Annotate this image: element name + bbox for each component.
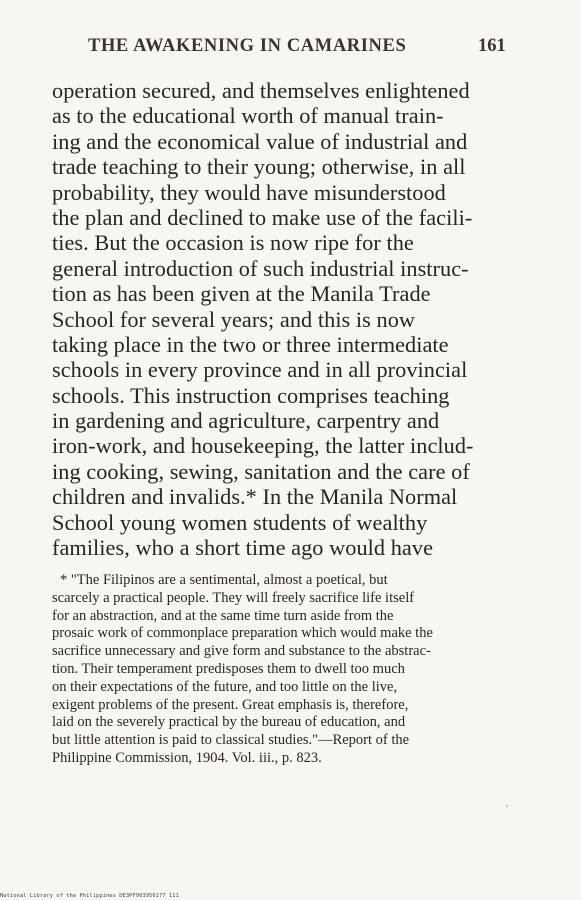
body-line-8: general introduction of such industrial instruc- <box>52 255 469 281</box>
body-line-6: the plan and declined to make use of the facili- <box>52 204 473 230</box>
body-line-16: ing cooking, sewing, sanitation and the care of <box>52 458 470 484</box>
footnote-line-8: exigent problems of the present. Great emphasis is, therefore, <box>52 696 409 713</box>
footnote-line-3: for an abstraction, and at the same time turn aside from the <box>52 607 394 624</box>
footnote-line-1: * "The Filipinos are a sentimental, almost a poetical, but <box>60 572 388 588</box>
body-line-5: probability, they would have misunderstood <box>52 179 446 205</box>
footnote-line-6: tion. Their temperament predisposes them to dwell too much <box>52 660 405 677</box>
footnote-line-11: Philippine Commission, 1904. Vol. iii., p. 823. <box>52 749 322 766</box>
body-line-2: as to the educational worth of manual train- <box>52 103 444 129</box>
body-line-15: iron-work, and housekeeping, the latter includ- <box>52 433 474 459</box>
body-line-17: children and invalids.* In the Manila Normal <box>52 484 458 510</box>
body-line-9: tion as has been given at the Manila Trade <box>52 281 431 307</box>
running-title: THE AWAKENING IN CAMARINES <box>88 36 407 56</box>
body-line-18: School young women students of wealthy <box>52 509 428 535</box>
body-line-11: taking place in the two or three intermediate <box>52 331 449 357</box>
footnote-line-2: scarcely a practical people. They will freely sacrifice life itself <box>52 589 415 606</box>
running-head <box>0 36 581 64</box>
body-line-14: in gardening and agriculture, carpentry and <box>52 408 440 434</box>
body-line-13: schools. This instruction comprises teaching <box>52 382 450 408</box>
body-line-12: schools in every province and in all provincial <box>52 357 468 383</box>
body-line-7: ties. But the occasion is now ripe for the <box>52 230 414 256</box>
paper-speck <box>506 805 508 807</box>
body-line-3: ing and the economical value of industrial and <box>52 128 468 154</box>
page-number: 161 <box>478 36 506 56</box>
footnote <box>52 572 522 768</box>
footnote-line-5: sacrifice unnecessary and give form and substance to the abstrac- <box>52 643 431 660</box>
body-line-10: School for several years; and this is now <box>52 306 416 332</box>
library-stamp: National Library of the Philippines DE3PF903956177 111 <box>0 893 179 899</box>
body-line-1: operation secured, and themselves enlightened <box>52 78 470 103</box>
body-line-4: trade teaching to their young; otherwise, in all <box>52 154 466 180</box>
footnote-line-9: laid on the severely practical by the bureau of education, and <box>52 714 406 731</box>
footnote-line-7: on their expectations of the future, and too little on the live, <box>52 678 398 695</box>
body-text <box>52 78 522 560</box>
body-line-19: families, who a short time ago would have <box>52 535 434 561</box>
footnote-line-4: prosaic work of commonplace preparation which would make the <box>52 625 433 642</box>
footnote-line-10: but little attention is paid to classical studies."—Report of the <box>52 732 410 749</box>
